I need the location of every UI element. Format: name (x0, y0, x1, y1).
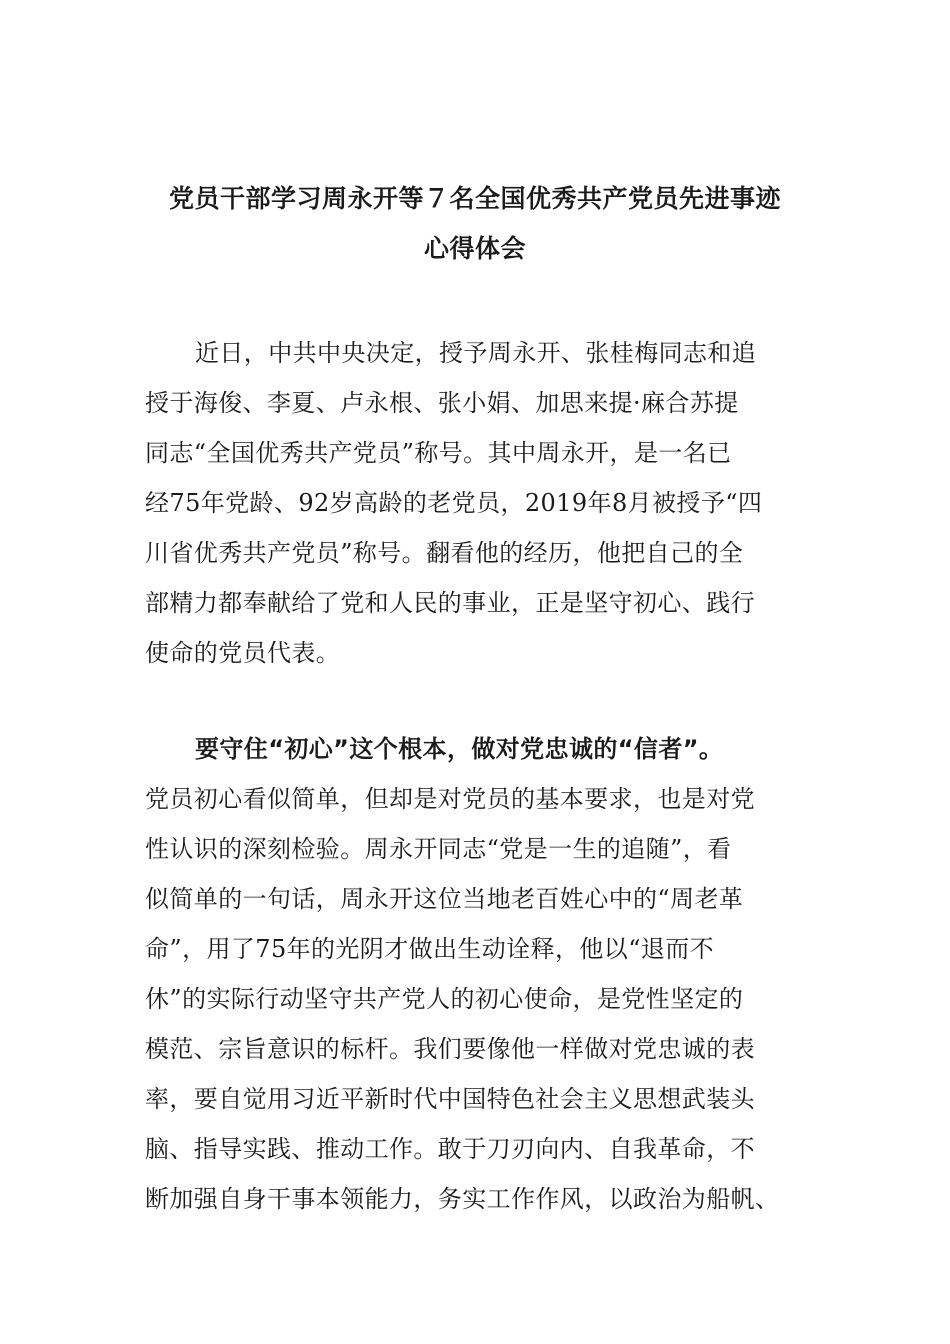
section-1-heading: 要守住“初心”这个根本，做对党忠诚的“信者”。 (195, 735, 724, 763)
paragraph-1-line: 川省优秀共产党员”称号。翻看他的经历，他把自己的全 (145, 539, 744, 567)
section-1-line: 命”，用了75年的光阴才做出生动诠释，他以“退而不 (145, 935, 715, 963)
document-title-line-1: 党员干部学习周永开等７名全国优秀共产党员先进事迹 (168, 184, 781, 213)
section-1-line: 断加强自身干事本领能力，务实工作作风，以政治为船帆、 (145, 1185, 780, 1213)
paragraph-1-line: 部精力都奉献给了党和人民的事业，正是坚守初心、践行 (145, 589, 755, 617)
paragraph-1-line: 使命的党员代表。 (145, 639, 341, 667)
document-title-line-2: 心得体会 (423, 234, 526, 263)
section-1-line: 模范、宗旨意识的标杆。我们要像他一样做对党忠诚的表 (145, 1035, 755, 1063)
section-1-line: 党员初心看似简单，但却是对党员的基本要求，也是对党 (145, 785, 755, 813)
paragraph-1-line: 近日，中共中央决定，授予周永开、张桂梅同志和追 (195, 339, 757, 367)
section-1-line: 脑、指导实践、推动工作。敢于刀刃向内、自我革命，不 (145, 1135, 755, 1163)
section-1-line: 休”的实际行动坚守共产党人的初心使命，是党性坚定的 (145, 985, 744, 1013)
section-1-line: 似简单的一句话，周永开这位当地老百姓心中的“周老革 (145, 885, 744, 913)
section-1-line: 性认识的深刻检验。周永开同志“党是一生的追随”，看 (145, 835, 732, 863)
paragraph-1-line: 授于海俊、李夏、卢永根、张小娟、加思来提·麻合苏提 (145, 389, 739, 417)
section-1-line: 率，要自觉用习近平新时代中国特色社会主义思想武装头 (145, 1085, 755, 1113)
paragraph-1-line: 同志“全国优秀共产党员”称号。其中周永开，是一名已 (145, 439, 732, 467)
paragraph-1-line: 经75年党龄、92岁高龄的老党员，2019年8月被授予“四 (145, 489, 763, 517)
